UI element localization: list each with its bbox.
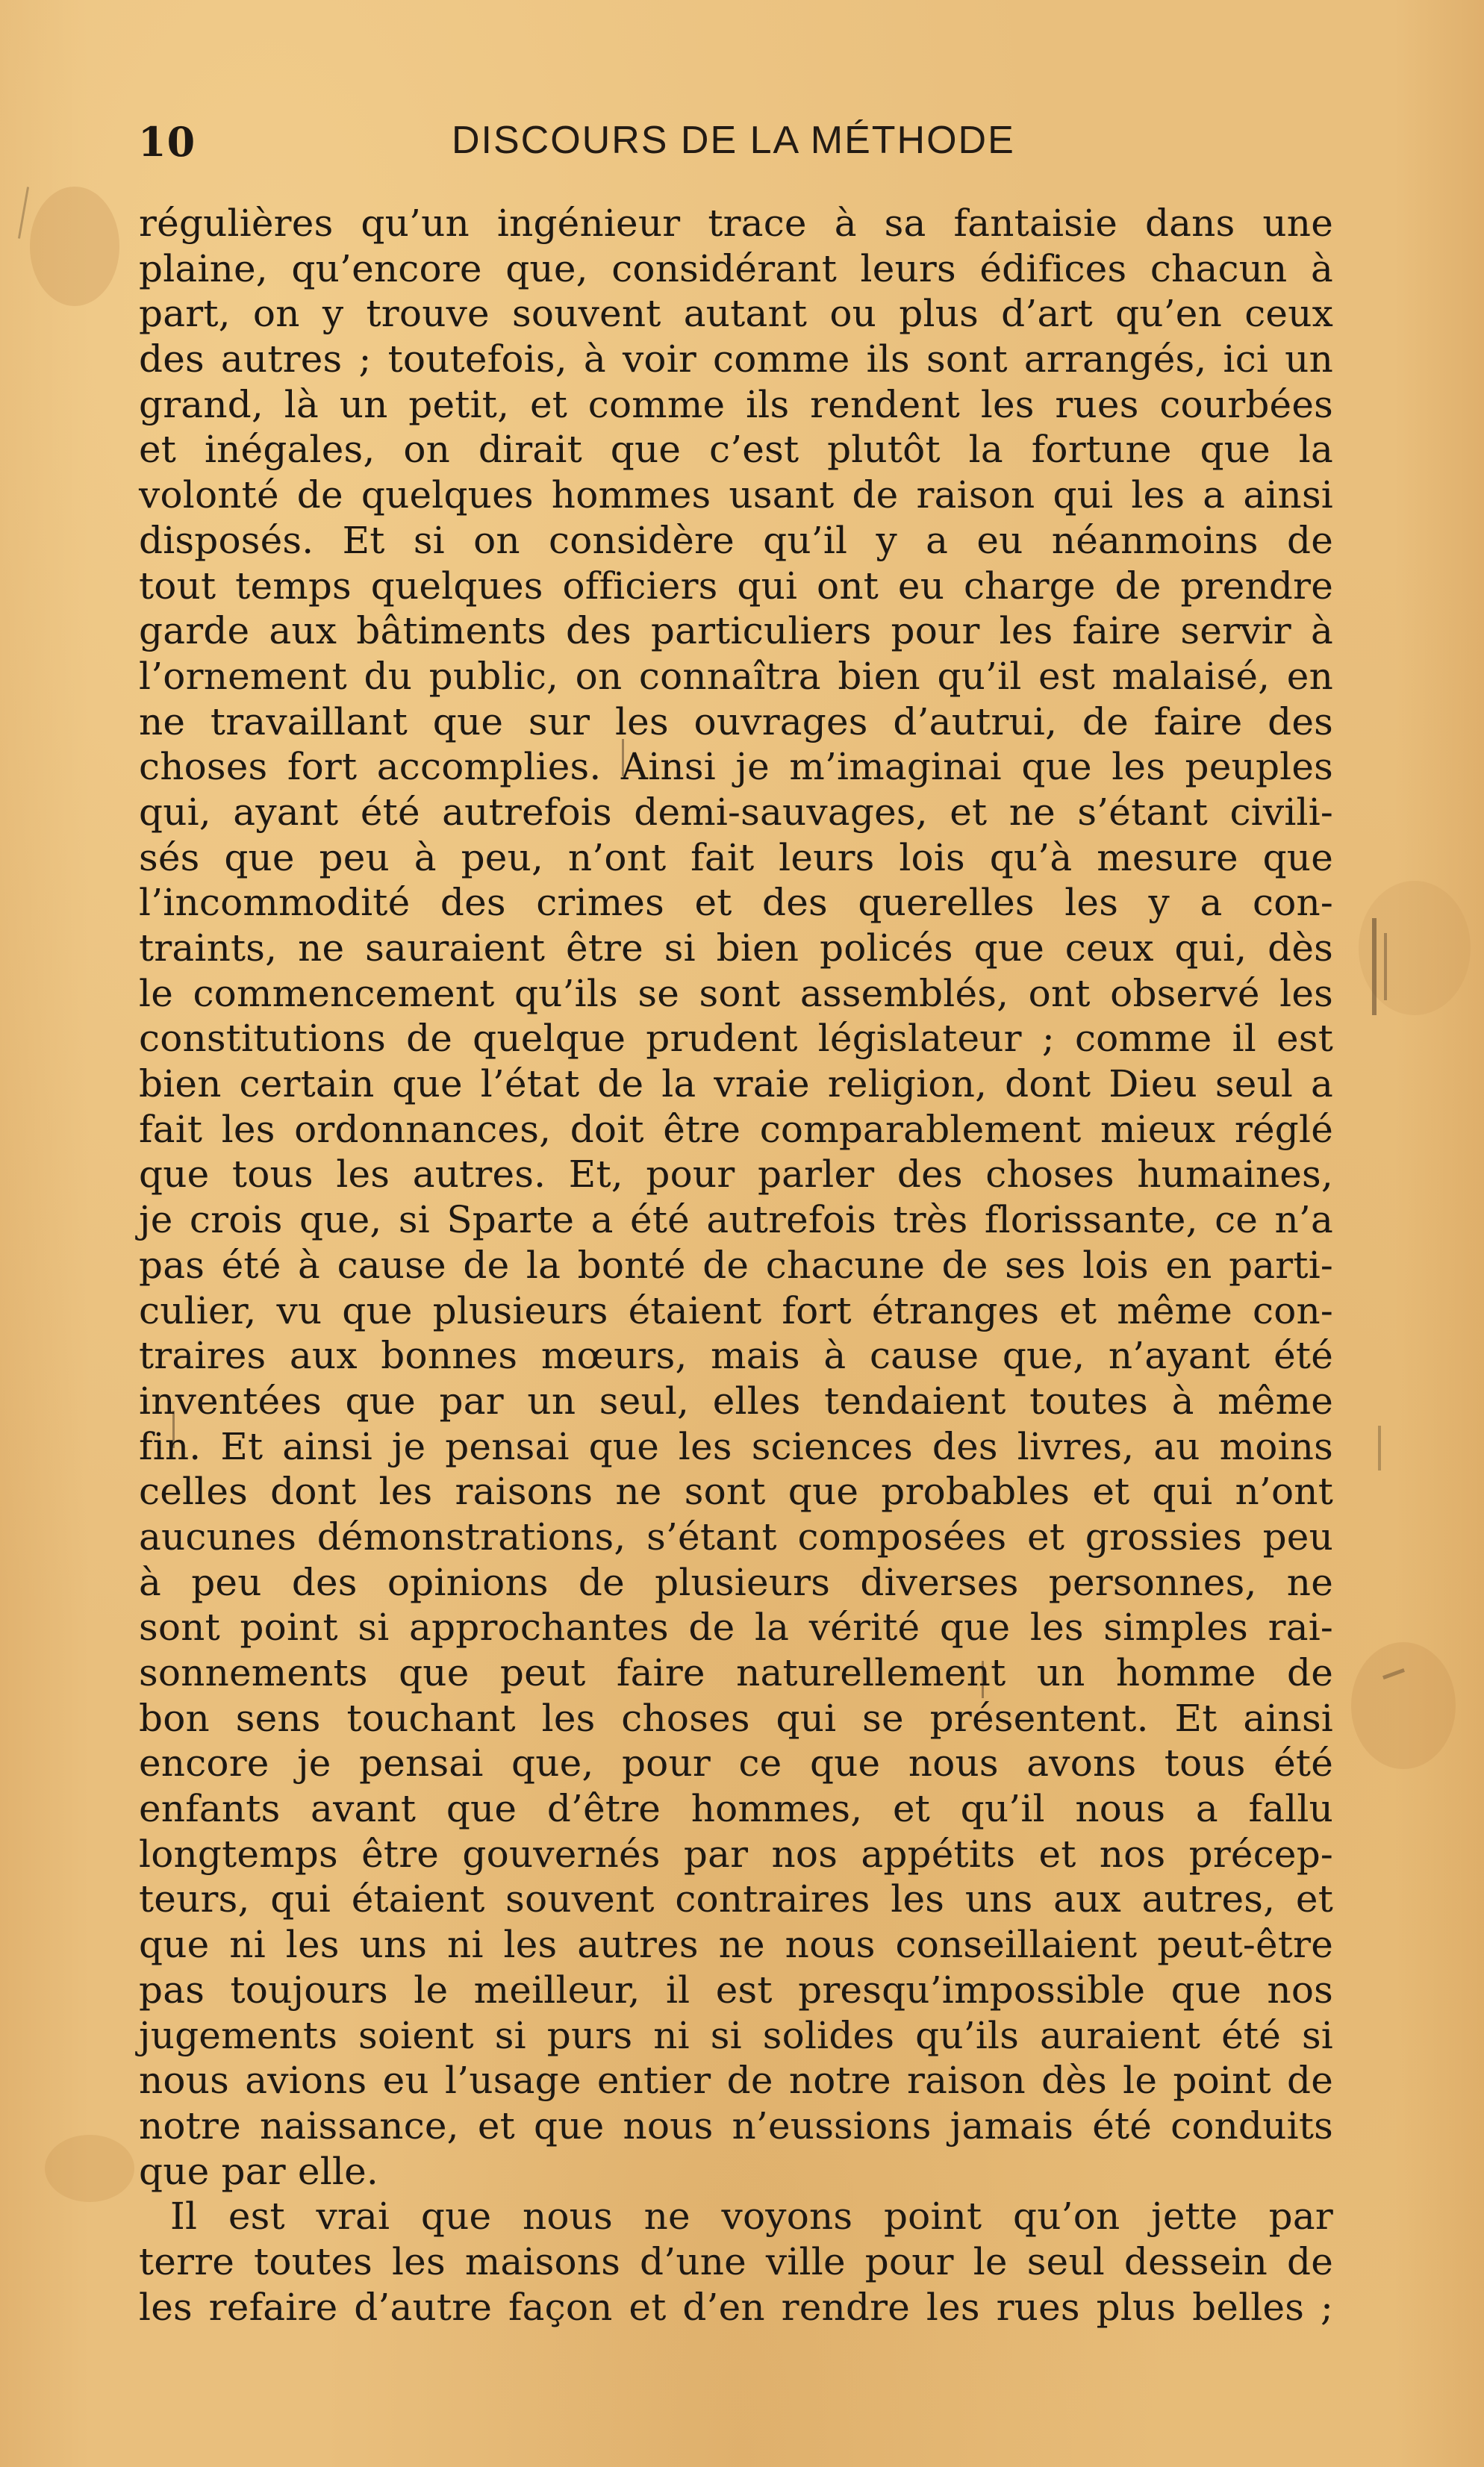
text-line: je crois que, si Sparte a été autrefois très florissante, ce n’a xyxy=(139,1198,1333,1242)
margin-pencil-mark xyxy=(18,187,29,238)
text-line: traints, ne sauraient être si bien policés que ceux qui, dès xyxy=(139,926,1333,970)
margin-pencil-mark xyxy=(1378,1426,1381,1470)
text-line: jugements soient si purs ni si solides qu’ils auraient été si xyxy=(139,2013,1333,2057)
text-line: bien certain que l’état de la vraie religion, dont Dieu seul a xyxy=(139,1062,1333,1106)
text-line: ne travaillant que sur les ouvrages d’autrui, de faire des xyxy=(139,699,1333,743)
text-line: fin. Et ainsi je pensai que les sciences des livres, au moins xyxy=(139,1424,1333,1468)
text-line: des autres ; toutefois, à voir comme ils sont arrangés, ici un xyxy=(139,337,1333,381)
text-line: encore je pensai que, pour ce que nous avons tous été xyxy=(139,1741,1333,1785)
body-text xyxy=(139,201,1333,2330)
text-line: l’incommodité des crimes et des querelles les y a con- xyxy=(139,881,1333,925)
text-line: sonnements que peut faire naturellement un homme de xyxy=(139,1651,1333,1694)
text-line: que ni les uns ni les autres ne nous conseillaient peut-être xyxy=(139,1923,1333,1967)
text-line: terre toutes les maisons d’une ville pour le seul dessein de xyxy=(139,2239,1333,2283)
paper-stain xyxy=(30,187,119,306)
text-line: sont point si approchantes de la vérité que les simples rai- xyxy=(139,1606,1333,1650)
paper-stain xyxy=(1351,1642,1456,1769)
text-line: part, on y trouve souvent autant ou plus d’art qu’en ceux xyxy=(139,292,1333,336)
text-line: et inégales, on dirait que c’est plutôt la fortune que la xyxy=(139,428,1333,472)
paper-stain xyxy=(45,2135,134,2202)
text-line: celles dont les raisons ne sont que probables et qui n’ont xyxy=(139,1470,1333,1514)
running-title: DISCOURS DE LA MÉTHODE xyxy=(452,119,1015,162)
text-line: choses fort accomplies. Ainsi je m’imaginai que les peuples xyxy=(139,745,1333,789)
text-line: plaine, qu’encore que, considérant leurs édifices chacun à xyxy=(139,246,1333,290)
text-line: à peu des opinions de plusieurs diverses personnes, ne xyxy=(139,1560,1333,1604)
text-line: inventées que par un seul, elles tendaient toutes à même xyxy=(139,1379,1333,1423)
text-line: que tous les autres. Et, pour parler des choses humaines, xyxy=(139,1153,1333,1197)
text-line: l’ornement du public, on connaîtra bien qu’il est malaisé, en xyxy=(139,654,1333,698)
text-line: qui, ayant été autrefois demi-sauvages, et ne s’étant civili- xyxy=(139,790,1333,834)
paragraph-last-line: que par elle. xyxy=(139,2149,378,2193)
text-line: fait les ordonnances, doit être comparablement mieux réglé xyxy=(139,1107,1333,1151)
text-line: teurs, qui étaient souvent contraires les uns aux autres, et xyxy=(139,1877,1333,1921)
text-line: longtemps être gouvernés par nos appétits et nos précep- xyxy=(139,1832,1333,1876)
text-line: nous avions eu l’usage entier de notre raison dès le point de xyxy=(139,2059,1333,2103)
text-line: culier, vu que plusieurs étaient fort étranges et même con- xyxy=(139,1288,1333,1332)
text-line: les refaire d’autre façon et d’en rendre les rues plus belles ; xyxy=(139,2285,1333,2329)
text-line: enfants avant que d’être hommes, et qu’il nous a fallu xyxy=(139,1787,1333,1831)
text-line: aucunes démonstrations, s’étant composées et grossies peu xyxy=(139,1515,1333,1559)
text-line: tout temps quelques officiers qui ont eu charge de prendre xyxy=(139,564,1333,608)
text-line: disposés. Et si on considère qu’il y a eu néanmoins de xyxy=(139,518,1333,562)
text-line: pas été à cause de la bonté de chacune de ses lois en parti- xyxy=(139,1243,1333,1287)
margin-pencil-mark xyxy=(1372,918,1377,1015)
text-line: le commencement qu’ils se sont assemblés, ont observé les xyxy=(139,971,1333,1015)
text-line: volonté de quelques hommes usant de raison qui les a ainsi xyxy=(139,473,1333,517)
text-line: traires aux bonnes mœurs, mais à cause que, n’ayant été xyxy=(139,1334,1333,1378)
paragraph-first-line: Il est vrai que nous ne voyons point qu’on jette par xyxy=(170,2195,1333,2239)
text-line: régulières qu’un ingénieur trace à sa fantaisie dans une xyxy=(139,202,1333,245)
margin-pencil-mark xyxy=(1384,933,1387,1000)
running-head xyxy=(138,118,1056,178)
text-line: pas toujours le meilleur, il est presqu’impossible que nos xyxy=(139,1968,1333,2012)
text-line: constitutions de quelque prudent législateur ; comme il est xyxy=(139,1017,1333,1061)
text-line: grand, là un petit, et comme ils rendent les rues courbées xyxy=(139,382,1333,426)
text-line: notre naissance, et que nous n’eussions jamais été conduits xyxy=(139,2103,1333,2148)
text-line: bon sens touchant les choses qui se présentent. Et ainsi xyxy=(139,1696,1333,1740)
page-number: 10 xyxy=(138,118,196,166)
text-line: sés que peu à peu, n’ont fait leurs lois qu’à mesure que xyxy=(139,835,1333,879)
text-line: garde aux bâtiments des particuliers pour les faire servir à xyxy=(139,609,1333,653)
